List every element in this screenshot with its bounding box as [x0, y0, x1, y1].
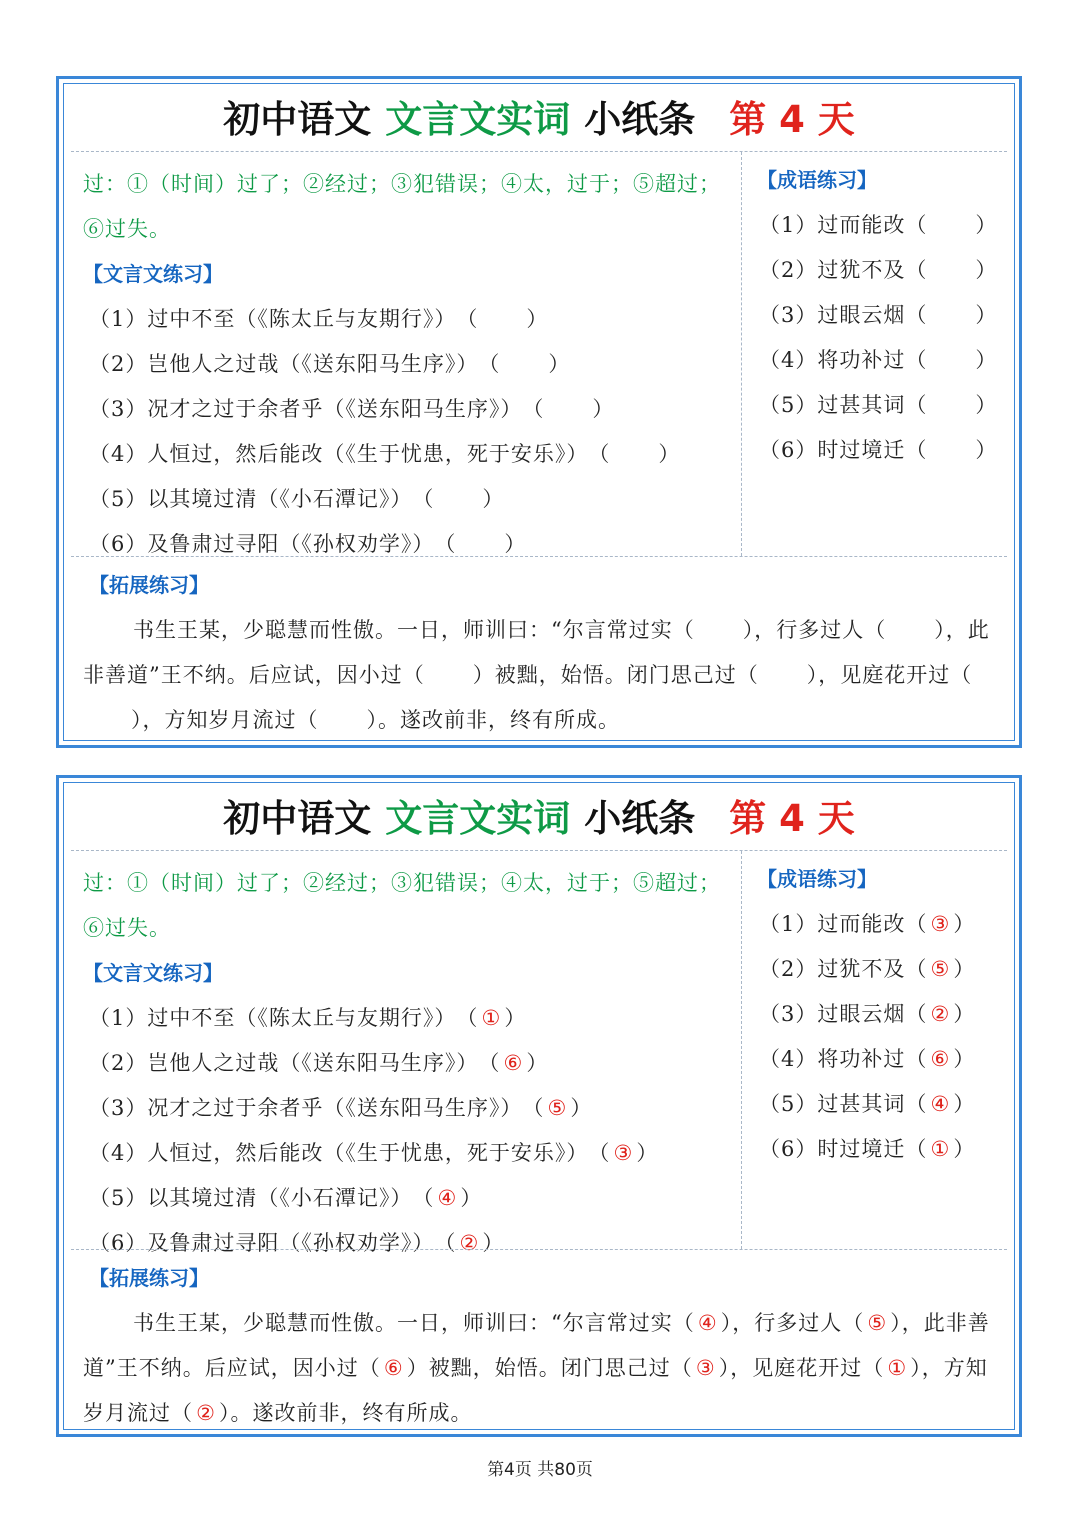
title-subject: 初中语文 — [223, 98, 372, 141]
wenyan-heading: 【文言文练习】 — [83, 961, 223, 985]
answer-mark: ② — [930, 1002, 951, 1026]
chengyu-item: （4）将功补过（ ） — [759, 348, 998, 372]
title-subject: 初中语文 — [223, 797, 372, 840]
chengyu-item: （5）过甚其词（ ） — [759, 393, 998, 417]
chengyu-item: （6）时过境迁（ ① ） — [759, 1127, 1007, 1172]
wenyan-item: （1）过中不至（《陈太丘与友期行》）（ ① ） — [89, 996, 741, 1041]
answer-mark: ① — [887, 1356, 908, 1380]
title-label: 小纸条 — [584, 98, 696, 141]
chengyu-item: （6）时过境迁（ ） — [759, 438, 998, 462]
title-day: 第 4 天 — [729, 797, 855, 840]
tuozhan-passage: 书生王某，少聪慧而性傲。一日，师训曰：“尔言常过实（ ），行多过人（ ），此非善道”王不纳。后应试，因小过（ ）被黜，始悟。闭门思己过（ ），见庭花开过（），方知岁月流过（ ）。遂改前非，终有所成。 — [83, 618, 990, 732]
chengyu-list — [741, 203, 1007, 473]
answer-mark: ③ — [613, 1141, 634, 1165]
card-body — [71, 151, 1007, 735]
wenyan-item: （4）人恒过，然后能改（《生于忧患，死于安乐》）（ ③ ） — [89, 1131, 741, 1176]
answer-card — [56, 775, 1022, 1437]
chengyu-item: （4）将功补过（ ⑥ ） — [759, 1037, 1007, 1082]
card-body — [71, 850, 1007, 1424]
exercise-card — [56, 76, 1022, 748]
wenyan-item: （6）及鲁肃过寻阳（《孙权劝学》）（ ② ） — [89, 1221, 741, 1266]
answer-mark: ① — [930, 1137, 951, 1161]
card-title — [59, 786, 1019, 852]
answer-mark: ⑥ — [383, 1356, 404, 1380]
wenyan-list — [71, 996, 741, 1266]
tuozhan-heading: 【拓展练习】 — [89, 573, 209, 597]
wenyan-item: （6）及鲁肃过寻阳（《孙权劝学》）（ ） — [89, 532, 527, 556]
title-topic: 文言文实词 — [385, 797, 571, 840]
wenyan-section — [71, 152, 742, 556]
chengyu-item: （1）过而能改（ ） — [759, 213, 998, 237]
wenyan-section — [71, 851, 742, 1255]
card-title — [59, 87, 1019, 153]
title-label: 小纸条 — [584, 797, 696, 840]
tuozhan-heading: 【拓展练习】 — [89, 1266, 209, 1290]
answer-mark: ⑤ — [930, 957, 951, 981]
word-definition: 过：①（时间）过了；②经过；③犯错误；④太，过于；⑤超过；⑥过失。 — [83, 871, 721, 940]
chengyu-section — [741, 152, 1007, 556]
chengyu-item: （3）过眼云烟（ ） — [759, 303, 998, 327]
answer-mark: ③ — [695, 1356, 716, 1380]
tuozhan-section — [71, 1249, 1007, 1424]
wenyan-heading: 【文言文练习】 — [83, 262, 223, 286]
answer-mark: ⑤ — [867, 1311, 888, 1335]
wenyan-item: （2）岂他人之过哉（《送东阳马生序》）（ ⑥ ） — [89, 1041, 741, 1086]
wenyan-item: （5）以其境过清（《小石潭记》）（ ） — [89, 487, 505, 511]
wenyan-item: （1）过中不至（《陈太丘与友期行》）（ ） — [89, 307, 549, 331]
chengyu-heading: 【成语练习】 — [757, 168, 877, 192]
page-number: 第4页 共80页 — [487, 1460, 593, 1480]
title-topic: 文言文实词 — [385, 98, 571, 141]
answer-mark: ④ — [697, 1311, 718, 1335]
chengyu-item: （3）过眼云烟（ ② ） — [759, 992, 1007, 1037]
wenyan-list — [71, 297, 741, 567]
chengyu-item: （2）过犹不及（ ⑤ ） — [759, 947, 1007, 992]
answer-mark: ③ — [930, 912, 951, 936]
answer-mark: ⑥ — [503, 1051, 524, 1075]
word-definition: 过：①（时间）过了；②经过；③犯错误；④太，过于；⑤超过；⑥过失。 — [83, 172, 721, 241]
answer-mark: ⑥ — [930, 1047, 951, 1071]
title-day: 第 4 天 — [729, 98, 855, 141]
wenyan-item: （2）岂他人之过哉（《送东阳马生序》）（ ） — [89, 352, 571, 376]
chengyu-item: （1）过而能改（ ③ ） — [759, 902, 1007, 947]
wenyan-item: （3）况才之过于余者乎（《送东阳马生序》）（ ） — [89, 397, 615, 421]
chengyu-list — [741, 902, 1007, 1172]
wenyan-item: （3）况才之过于余者乎（《送东阳马生序》）（ ⑤ ） — [89, 1086, 741, 1131]
answer-mark: ④ — [930, 1092, 951, 1116]
answer-mark: ⑤ — [547, 1096, 568, 1120]
chengyu-item: （5）过甚其词（ ④ ） — [759, 1082, 1007, 1127]
answer-mark: ② — [459, 1231, 480, 1255]
answer-mark: ① — [481, 1006, 502, 1030]
chengyu-heading: 【成语练习】 — [757, 867, 877, 891]
tuozhan-passage: 书生王某，少聪慧而性傲。一日，师训曰：“尔言常过实（ ④ ），行多过人（ ⑤ ），此非善道”王不纳。后应试，因小过（ ⑥ ）被黜，始悟。闭门思己过（ ③ ），见庭花开过（ ① ），方知岁月流过（ ② ）。遂改前非，终有所成。 — [83, 1301, 999, 1436]
wenyan-item: （4）人恒过，然后能改（《生于忧患，死于安乐》）（ ） — [89, 442, 681, 466]
answer-mark: ② — [196, 1401, 216, 1425]
chengyu-item: （2）过犹不及（ ） — [759, 258, 998, 282]
chengyu-section — [741, 851, 1007, 1249]
answer-mark: ④ — [437, 1186, 458, 1210]
wenyan-item: （5）以其境过清（《小石潭记》）（ ④ ） — [89, 1176, 741, 1221]
tuozhan-section — [71, 556, 1007, 735]
